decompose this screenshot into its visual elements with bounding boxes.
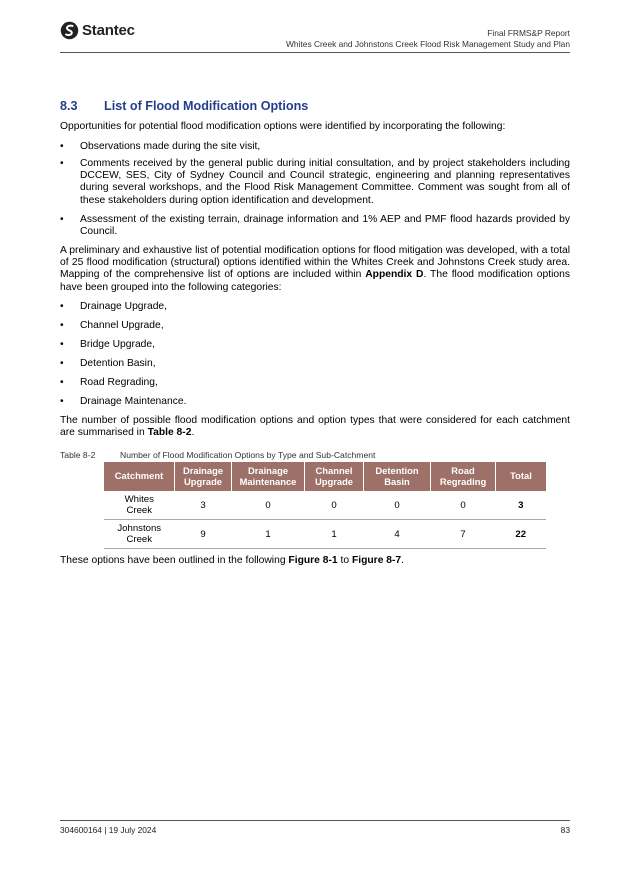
document-number-date: 304600164 | 19 July 2024: [60, 825, 157, 835]
list-item: [60, 301, 570, 313]
options-table: [104, 462, 546, 549]
column-header: Drainage Upgrade: [175, 462, 232, 491]
list-item: [60, 396, 570, 408]
stantec-logo: [60, 21, 135, 40]
report-title: Final FRMS&P Report: [487, 28, 570, 38]
list-item-text: Drainage Upgrade,: [80, 301, 168, 312]
bullet-icon: •: [60, 214, 64, 225]
table-cell: 0: [364, 491, 431, 520]
table-cell: 0: [232, 491, 305, 520]
table-cell: 7: [431, 520, 496, 549]
text-run: to: [337, 555, 352, 566]
list-item-text: Bridge Upgrade,: [80, 339, 155, 350]
text-run: A preliminary and exhaustive list of potential modification options for flood mitigation was developed, with a total of 25 flood modification (structural) options identified within the Whites Creek and Johnstons Creek study area. Mapping of the comprehensive list of options are included within: [60, 245, 570, 281]
bullet-icon: •: [60, 158, 64, 169]
bullet-icon: •: [60, 358, 64, 369]
list-item: [60, 214, 570, 238]
table-caption-text: Number of Flood Modification Options by Type and Sub-Catchment: [120, 450, 376, 460]
paragraph-options-list: [60, 245, 570, 294]
table-header-row: [104, 462, 546, 491]
list-item-text: Observations made during the site visit,: [80, 141, 261, 152]
page-header: [60, 20, 570, 53]
bullet-icon: •: [60, 141, 64, 152]
bullet-icon: •: [60, 301, 64, 312]
list-item-text: Assessment of the existing terrain, drainage information and 1% AEP and PMF flood hazards provided by Council.: [80, 214, 570, 238]
list-item-text: Channel Upgrade,: [80, 320, 164, 331]
list-item-text: Comments received by the general public during initial consultation, and by project stakeholders including DCCEW, SES, City of Sydney Council and Council strategic, engineering and planning representatives during several workshops, and the Flood Risk Management Committee. Comment was sought from all of these stakeholders during option identification and development.: [80, 158, 570, 206]
list-item-text: Drainage Maintenance.: [80, 396, 187, 407]
list-item: [60, 158, 570, 207]
table-caption-label: Table 8-2: [60, 450, 96, 460]
table-cell: 0: [305, 491, 364, 520]
table-cell: 0: [431, 491, 496, 520]
table-reference: Table 8-2: [147, 427, 192, 439]
list-item: [60, 339, 570, 351]
column-header: Total: [496, 462, 547, 491]
table-cell: 4: [364, 520, 431, 549]
table-cell: 3: [175, 491, 232, 520]
table-cell-total: 3: [496, 491, 547, 520]
bullet-icon: •: [60, 339, 64, 350]
header-report-info: [286, 28, 570, 49]
table-cell: 1: [305, 520, 364, 549]
table-cell: 9: [175, 520, 232, 549]
stantec-logo-icon: [60, 21, 79, 40]
column-header: Catchment: [104, 462, 175, 491]
section-number: 8.3: [60, 99, 78, 113]
list-item: [60, 358, 570, 370]
text-run: . The flood modification options have been grouped into the following categories:: [60, 269, 570, 293]
list-item-text: Detention Basin,: [80, 358, 156, 369]
text-run: .: [401, 555, 405, 566]
table-cell: 1: [232, 520, 305, 549]
figure-reference: Figure 8-7: [351, 555, 402, 566]
bullet-icon: •: [60, 320, 64, 331]
text-run: .: [191, 427, 195, 439]
table-cell-catchment: Johnstons Creek: [104, 520, 175, 549]
column-header: Road Regrading: [431, 462, 496, 491]
text-run: These options have been outlined in the following: [60, 555, 289, 566]
table-cell-total: 22: [496, 520, 547, 549]
logo-text: Stantec: [82, 22, 135, 39]
page-number: 83: [560, 825, 570, 835]
table-caption: [60, 450, 375, 460]
appendix-reference: Appendix D: [365, 269, 424, 281]
page-footer: [60, 820, 570, 835]
list-item: [60, 377, 570, 389]
section-heading: [60, 99, 308, 113]
list-item-text: Road Regrading,: [80, 377, 158, 388]
table-cell-catchment: Whites Creek: [104, 491, 175, 520]
bullet-icon: •: [60, 396, 64, 407]
report-subtitle: Whites Creek and Johnstons Creek Flood Risk Management Study and Plan: [286, 38, 570, 49]
bullet-icon: •: [60, 377, 64, 388]
table-body: [104, 491, 546, 549]
column-header: Channel Upgrade: [305, 462, 364, 491]
list-item: [60, 320, 570, 332]
figure-reference: Figure 8-1: [288, 555, 338, 566]
list-item: [60, 141, 570, 153]
paragraph-table-intro: [60, 415, 570, 439]
column-header: Drainage Maintenance: [232, 462, 305, 491]
column-header: Detention Basin: [364, 462, 431, 491]
text-run: The number of possible flood modification options and option types that were considered for each catchment are summarised in: [60, 415, 570, 439]
table-row: [104, 520, 546, 549]
table-row: [104, 491, 546, 520]
paragraph-figures-reference: [60, 555, 570, 567]
intro-paragraph: Opportunities for potential flood modification options were identified by incorporating the following:: [60, 121, 506, 132]
section-title: List of Flood Modification Options: [104, 99, 309, 113]
